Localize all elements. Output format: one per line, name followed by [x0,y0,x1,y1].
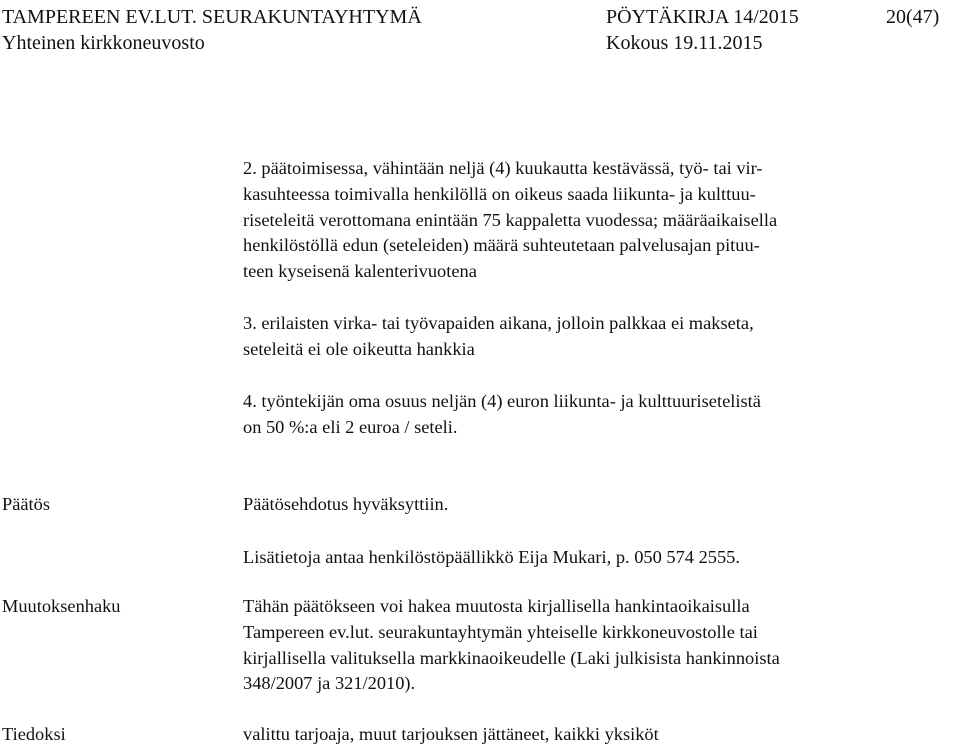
text-line: Lisätietoja antaa henkilöstöpäällikkö Eija Mukari, p. 050 574 2555. [243,547,740,567]
text-line: kirjallisella valituksella markkinaoikeudelle (Laki julkisista hankinnoista [243,647,780,668]
notice-text [243,722,943,748]
text-line: Päätösehdotus hyväksyttiin. [243,494,449,514]
appeal-text [243,594,943,697]
text-line: seteleitä ei ole oikeutta hankkia [243,338,475,359]
text-line: henkilöstöllä edun (seteleiden) määrä suhteutetaan palvelusajan pituu- [243,235,760,256]
text-line: 2. päätoimisessa, vähintään neljä (4) kuukautta kestävässä, työ- tai vir- [243,158,763,178]
list-item-4 [243,389,943,441]
text-line: 4. työntekijän oma osuus neljän (4) euron liikunta- ja kulttuurisetelistä [243,391,761,411]
header-meeting: Kokous 19.11.2015 [606,32,763,54]
appeal-label: Muutoksenhaku [2,596,121,616]
header-doc-type: PÖYTÄKIRJA 14/2015 [606,6,799,28]
text-line: Tähän päätökseen voi hakea muutosta kirjallisella hankintaoikaisulla [243,596,750,616]
notice-label: Tiedoksi [2,724,66,744]
header-page-number: 20(47) [886,6,940,28]
text-line: kasuhteessa toimivalla henkilöllä on oikeus saada liikunta- ja kulttuu- [243,183,756,204]
list-item-3 [243,311,943,363]
text-line: 3. erilaisten virka- tai työvapaiden aikana, jolloin palkkaa ei makseta, [243,313,754,333]
decision-label: Päätös [2,494,51,514]
header-org: TAMPEREEN EV.LUT. SEURAKUNTAYHTYMÄ [2,6,422,28]
decision-text [243,492,943,518]
text-line: valittu tarjoaja, muut tarjouksen jättäneet, kaikki yksiköt [243,724,659,744]
text-line: Tampereen ev.lut. seurakuntayhtymän yhteiselle kirkkoneuvostolle tai [243,621,758,642]
decision-info [243,545,943,571]
list-item-2 [243,156,943,285]
header-body: Yhteinen kirkkoneuvosto [2,32,205,54]
text-line: teen kyseisenä kalenterivuotena [243,261,477,282]
text-line: 348/2007 ja 321/2010). [243,673,416,694]
text-line: on 50 %:a eli 2 euroa / seteli. [243,416,458,437]
text-line: riseteleitä verottomana enintään 75 kappaletta vuodessa; määräaikaisella [243,209,778,230]
